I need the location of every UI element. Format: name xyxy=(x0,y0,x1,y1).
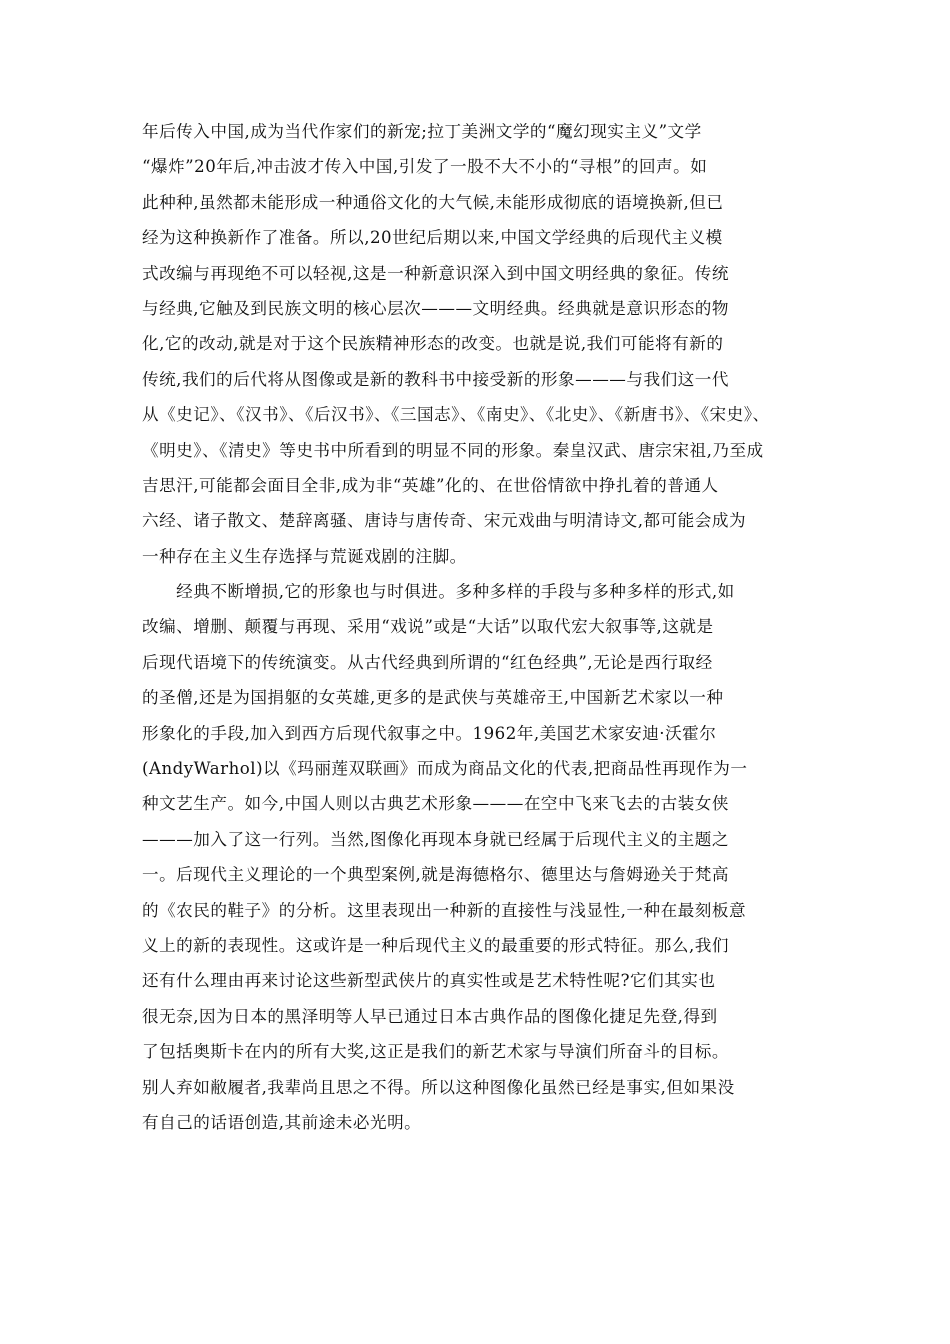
text-line: 化,它的改动,就是对于这个民族精神形态的改变。也就是说,我们可能将有新的 xyxy=(142,334,724,354)
text-line: 吉思汗,可能都会面目全非,成为非“英雄”化的、在世俗情欲中挣扎着的普通人 xyxy=(142,475,719,495)
paragraph-1 xyxy=(142,114,812,574)
text-line: 经典不断增损,它的形象也与时俱进。多种多样的手段与多种多样的形式,如 xyxy=(142,582,735,602)
text-line: 式改编与再现绝不可以轻视,这是一种新意识深入到中国文明经典的象征。传统 xyxy=(142,263,729,283)
text-line: 《明史》、《清史》等史书中所看到的明显不同的形象。秦皇汉武、唐宗宋祖,乃至成 xyxy=(142,440,764,460)
text-line: 还有什么理由再来讨论这些新型武侠片的真实性或是艺术特性呢?它们其实也 xyxy=(142,971,716,991)
text-line: 改编、增删、颠覆与再现、采用“戏说”或是“大话”以取代宏大叙事等,这就是 xyxy=(142,617,714,637)
body-text xyxy=(142,114,812,1140)
paragraph-2 xyxy=(142,574,812,1140)
text-line: 经为这种换新作了准备。所以,20世纪后期以来,中国文学经典的后现代主义模 xyxy=(142,228,723,248)
text-line: 形象化的手段,加入到西方后现代叙事之中。1962年,美国艺术家安迪·沃霍尔 xyxy=(142,723,717,743)
text-line: 义上的新的表现性。这或许是一种后现代主义的最重要的形式特征。那么,我们 xyxy=(142,935,729,955)
text-line: 一。后现代主义理论的一个典型案例,就是海德格尔、德里达与詹姆逊关于梵高 xyxy=(142,865,729,885)
text-line: 的圣僧,还是为国捐躯的女英雄,更多的是武侠与英雄帝王,中国新艺术家以一种 xyxy=(142,688,724,708)
text-line: 从《史记》、《汉书》、《后汉书》、《三国志》、《南史》、《北史》、《新唐书》、《宋史》、 xyxy=(142,405,770,425)
text-line: 一种存在主义生存选择与荒诞戏剧的注脚。 xyxy=(142,546,467,566)
text-line: 种文艺生产。如今,中国人则以古典艺术形象———在空中飞来飞去的古装女侠 xyxy=(142,794,729,814)
text-line: 此种种,虽然都未能形成一种通俗文化的大气候,未能形成彻底的语境换新,但已 xyxy=(142,192,724,212)
text-line: ———加入了这一行列。当然,图像化再现本身就已经属于后现代主义的主题之 xyxy=(142,829,729,849)
text-line: 后现代语境下的传统演变。从古代经典到所谓的“红色经典”,无论是西行取经 xyxy=(142,652,713,672)
text-line: 的《农民的鞋子》的分析。这里表现出一种新的直接性与浅显性,一种在最刻板意 xyxy=(142,900,747,920)
text-line: 很无奈,因为日本的黑泽明等人早已通过日本古典作品的图像化捷足先登,得到 xyxy=(142,1006,718,1026)
text-line: 六经、诸子散文、楚辞离骚、唐诗与唐传奇、宋元戏曲与明清诗文,都可能会成为 xyxy=(142,511,747,531)
text-line: 传统,我们的后代将从图像或是新的教科书中接受新的形象———与我们这一代 xyxy=(142,369,729,389)
text-line: 了包括奥斯卡在内的所有大奖,这正是我们的新艺术家与导演们所奋斗的目标。 xyxy=(142,1042,729,1062)
text-line: (AndyWarhol)以《玛丽莲双联画》而成为商品文化的代表,把商品性再现作为一 xyxy=(142,759,748,779)
text-line: 有自己的话语创造,其前途未必光明。 xyxy=(142,1112,422,1132)
text-line: 与经典,它触及到民族文明的核心层次———文明经典。经典就是意识形态的物 xyxy=(142,298,729,318)
text-line: “爆炸”20年后,冲击波才传入中国,引发了一股不大不小的“寻根”的回声。如 xyxy=(142,157,708,177)
text-line: 别人弃如敝履者,我辈尚且思之不得。所以这种图像化虽然已经是事实,但如果没 xyxy=(142,1077,735,1097)
text-line: 年后传入中国,成为当代作家们的新宠;拉丁美洲文学的“魔幻现实主义”文学 xyxy=(142,122,702,141)
